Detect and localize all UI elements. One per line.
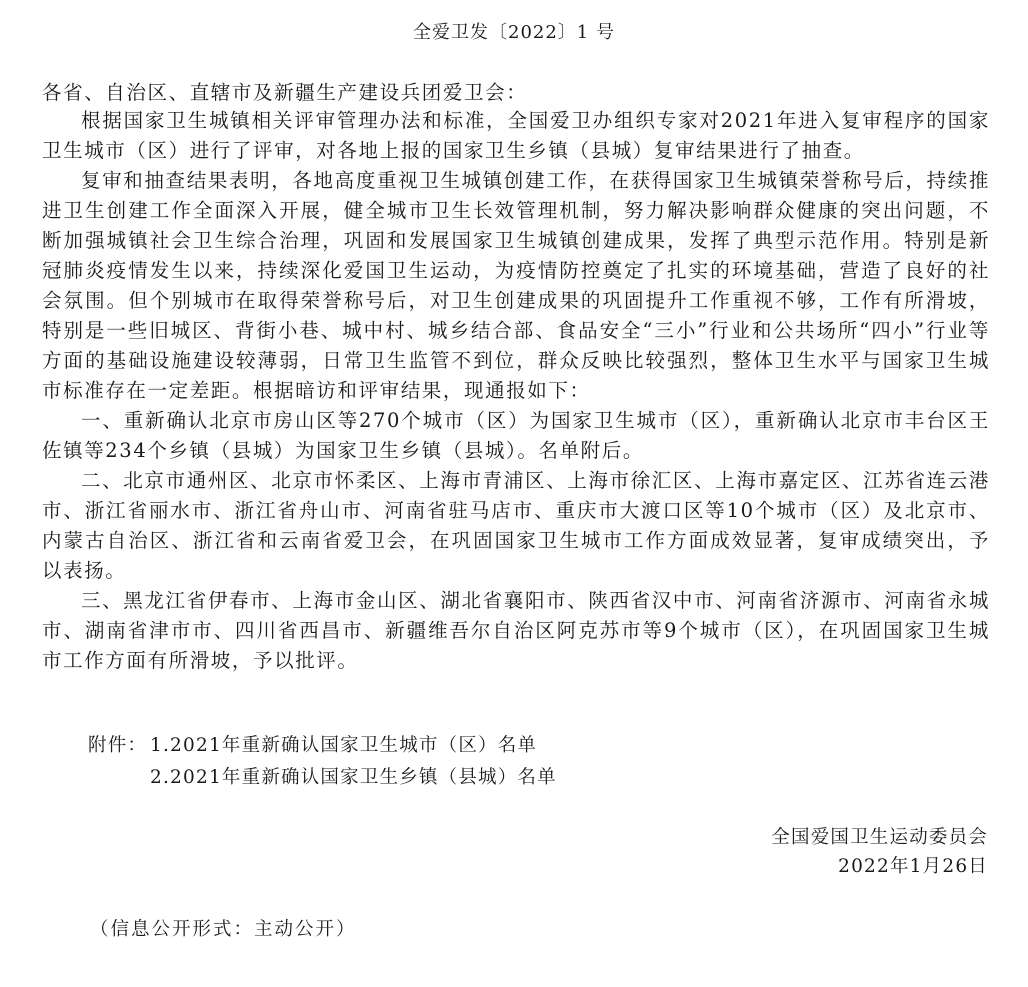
paragraph-intro: 根据国家卫生城镇相关评审管理办法和标准，全国爱卫办组织专家对2021年进入复审程序的国家卫生城市（区）进行了评审，对各地上报的国家卫生乡镇（县城）复审结果进行了抽查。 xyxy=(42,109,990,162)
salutation: 各省、自治区、直辖市及新疆生产建设兵团爱卫会： xyxy=(42,81,528,104)
document-body xyxy=(42,106,990,676)
attachment-item: 2.2021年重新确认国家卫生乡镇（县城）名单 xyxy=(150,767,557,788)
signature-block xyxy=(771,823,988,881)
attachments-label: 附件： xyxy=(88,735,148,756)
paragraph-item-three: 三、黑龙江省伊春市、上海市金山区、湖北省襄阳市、陕西省汉中市、河南省济源市、河南省永城市、湖南省津市市、四川省西昌市、新疆维吾尔自治区阿克苏市等9个城市（区），在巩固国家卫生城市工作方面有所滑坡，予以批评。 xyxy=(42,589,990,672)
paragraph-item-one: 一、重新确认北京市房山区等270个城市（区）为国家卫生城市（区），重新确认北京市丰台区王佐镇等234个乡镇（县城）为国家卫生乡镇（县城）。名单附后。 xyxy=(42,409,990,462)
attachment-row xyxy=(88,762,557,794)
paragraph-results: 复审和抽查结果表明，各地高度重视卫生城镇创建工作，在获得国家卫生城镇荣誉称号后，持续推进卫生创建工作全面深入开展，健全城市卫生长效管理机制，努力解决影响群众健康的突出问题，不断加强城镇社会卫生综合治理，巩固和发展国家卫生城镇创建成果，发挥了典型示范作用。特别是新冠肺炎疫情发生以来，持续深化爱国卫生运动，为疫情防控奠定了扎实的环境基础，营造了良好的社会氛围。但个别城市在取得荣誉称号后，对卫生创建成果的巩固提升工作重视不够，工作有所滑坡，特别是一些旧城区、背街小巷、城中村、城乡结合部、食品安全“三小”行业和公共场所“四小”行业等方面的基础设施建设较薄弱，日常卫生监管不到位，群众反映比较强烈，整体卫生水平与国家卫生城市标准存在一定差距。根据暗访和评审结果，现通报如下： xyxy=(42,169,990,402)
issuer: 全国爱国卫生运动委员会 xyxy=(771,827,988,848)
paragraph-item-two: 二、北京市通州区、北京市怀柔区、上海市青浦区、上海市徐汇区、上海市嘉定区、江苏省连云港市、浙江省丽水市、浙江省舟山市、河南省驻马店市、重庆市大渡口区等10个城市（区）及北京市、内蒙古自治区、浙江省和云南省爱卫会，在巩固国家卫生城市工作方面成效显著，复审成绩突出，予以表扬。 xyxy=(42,469,990,582)
attachments xyxy=(88,730,557,794)
issue-date: 2022年1月26日 xyxy=(838,856,988,877)
disclosure-note: （信息公开形式：主动公开） xyxy=(90,919,357,940)
attachment-item: 1.2021年重新确认国家卫生城市（区）名单 xyxy=(150,735,538,756)
attachment-row xyxy=(88,730,557,762)
document-number: 全爱卫发〔2022〕1 号 xyxy=(413,22,615,43)
